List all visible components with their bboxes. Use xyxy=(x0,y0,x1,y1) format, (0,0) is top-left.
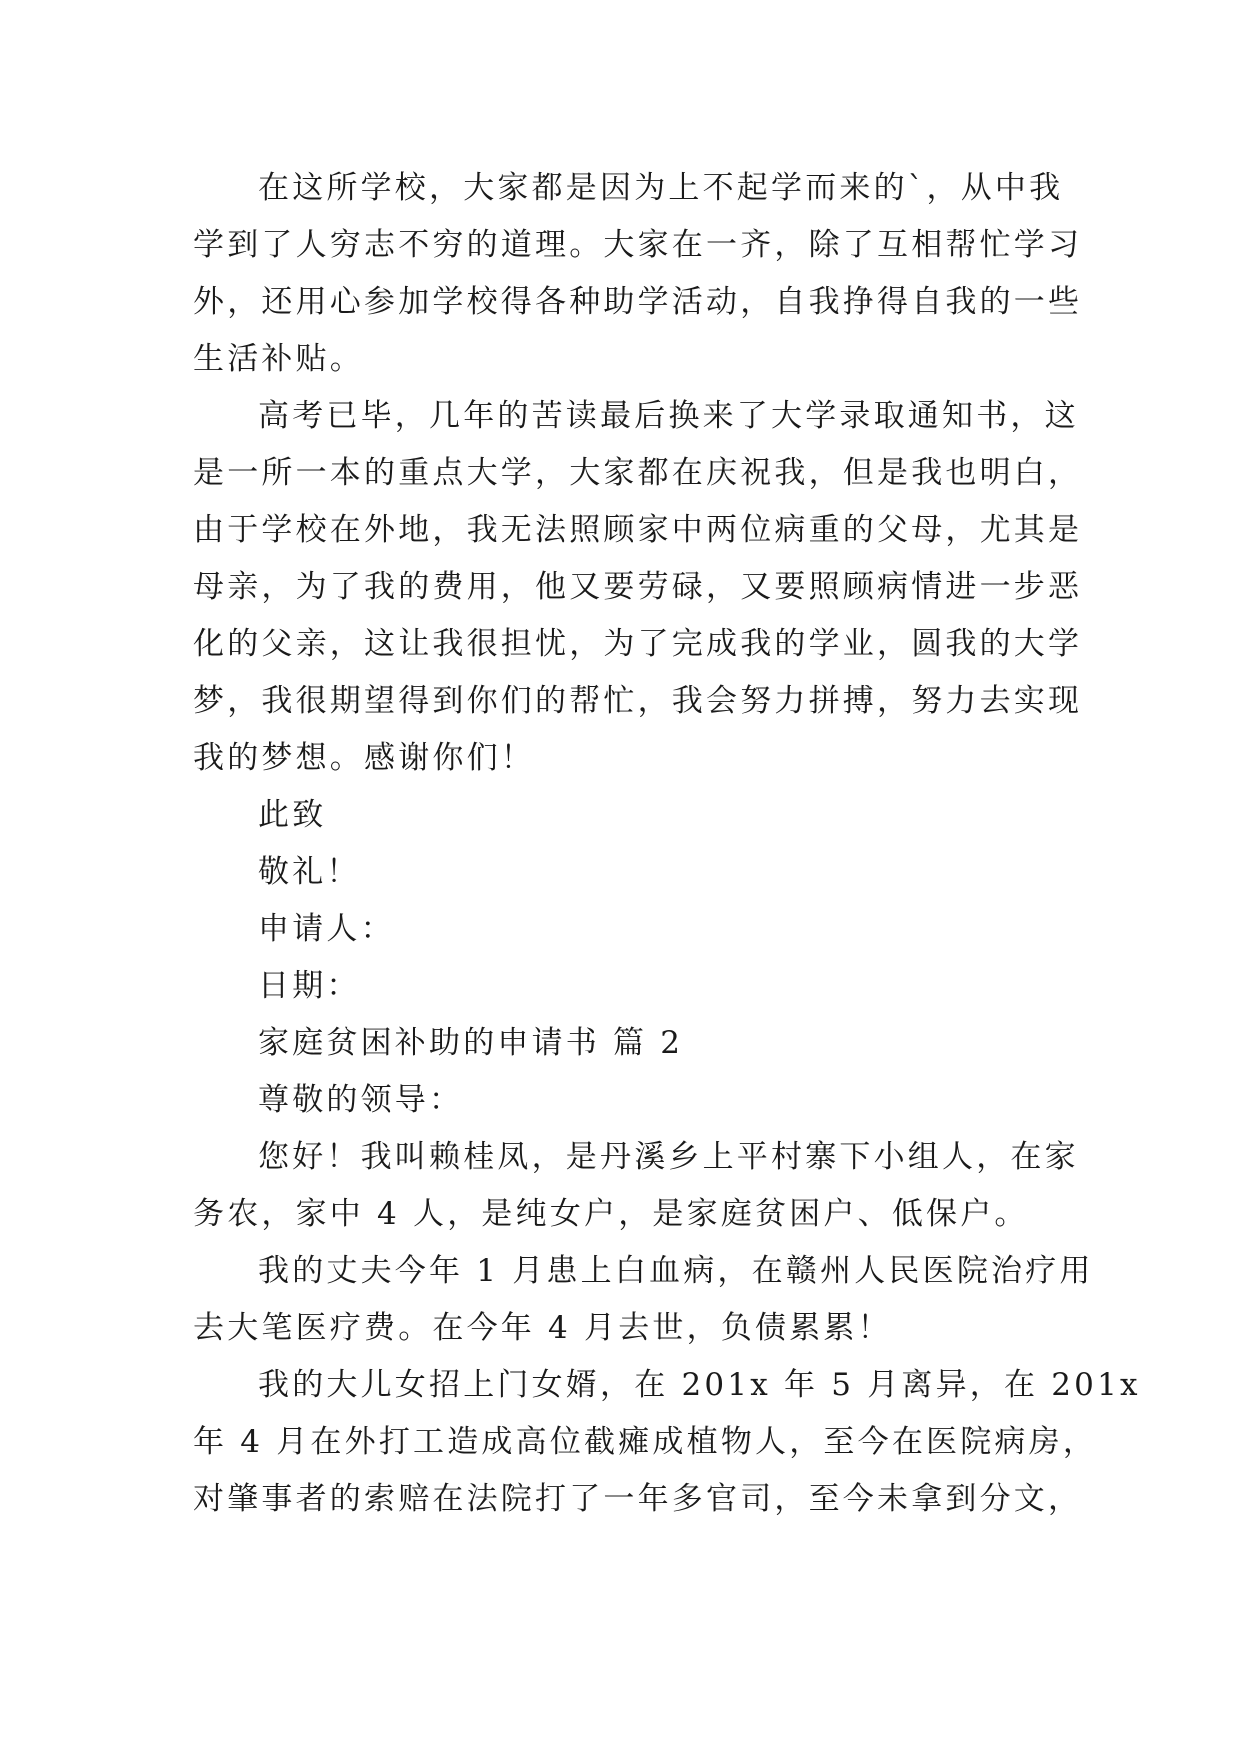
text-line: 化的父亲，这让我很担忧，为了完成我的学业，圆我的大学 xyxy=(193,626,1083,662)
text-line: 学到了人穷志不穷的道理。大家在一齐，除了互相帮忙学习 xyxy=(193,227,1083,263)
text-line: 是一所一本的重点大学，大家都在庆祝我，但是我也明白， xyxy=(193,455,1083,491)
salutation: 尊敬的领导： xyxy=(258,1082,464,1118)
text-line: 年 4 月在外打工造成高位截瘫成植物人，至今在医院病房， xyxy=(193,1424,1098,1460)
text-line: 去大笔医疗费。在今年 4 月去世，负债累累！ xyxy=(193,1310,892,1346)
date-label: 日期： xyxy=(258,968,361,1004)
text-line: 在这所学校，大家都是因为上不起学而来的`，从中我 xyxy=(258,170,1064,206)
closing-line: 敬礼！ xyxy=(258,854,361,890)
closing-line: 此致 xyxy=(258,797,327,833)
section-heading: 家庭贫困补助的申请书 篇 2 xyxy=(258,1025,684,1061)
text-line: 务农，家中 4 人，是纯女户，是家庭贫困户、低保户。 xyxy=(193,1196,1029,1232)
text-line: 外，还用心参加学校得各种助学活动，自我挣得自我的一些 xyxy=(193,284,1083,320)
text-line: 生活补贴。 xyxy=(193,341,364,377)
text-line: 我的梦想。感谢你们！ xyxy=(193,740,535,776)
text-line: 我的丈夫今年 1 月患上白血病，在赣州人民医院治疗用 xyxy=(258,1253,1094,1289)
text-line: 对肇事者的索赔在法院打了一年多官司，至今未拿到分文， xyxy=(193,1481,1083,1517)
text-line: 您好！我叫赖桂凤，是丹溪乡上平村寨下小组人，在家 xyxy=(258,1139,1079,1175)
text-line: 梦，我很期望得到你们的帮忙，我会努力拼搏，努力去实现 xyxy=(193,683,1083,719)
text-line: 我的大儿女招上门女婿，在 201x 年 5 月离异，在 201x xyxy=(258,1367,1141,1403)
text-line: 母亲，为了我的费用，他又要劳碌，又要照顾病情进一步恶 xyxy=(193,569,1083,605)
text-line: 高考已毕，几年的苦读最后换来了大学录取通知书，这 xyxy=(258,398,1079,434)
applicant-label: 申请人： xyxy=(258,911,395,947)
text-line: 由于学校在外地，我无法照顾家中两位病重的父母，尤其是 xyxy=(193,512,1083,548)
